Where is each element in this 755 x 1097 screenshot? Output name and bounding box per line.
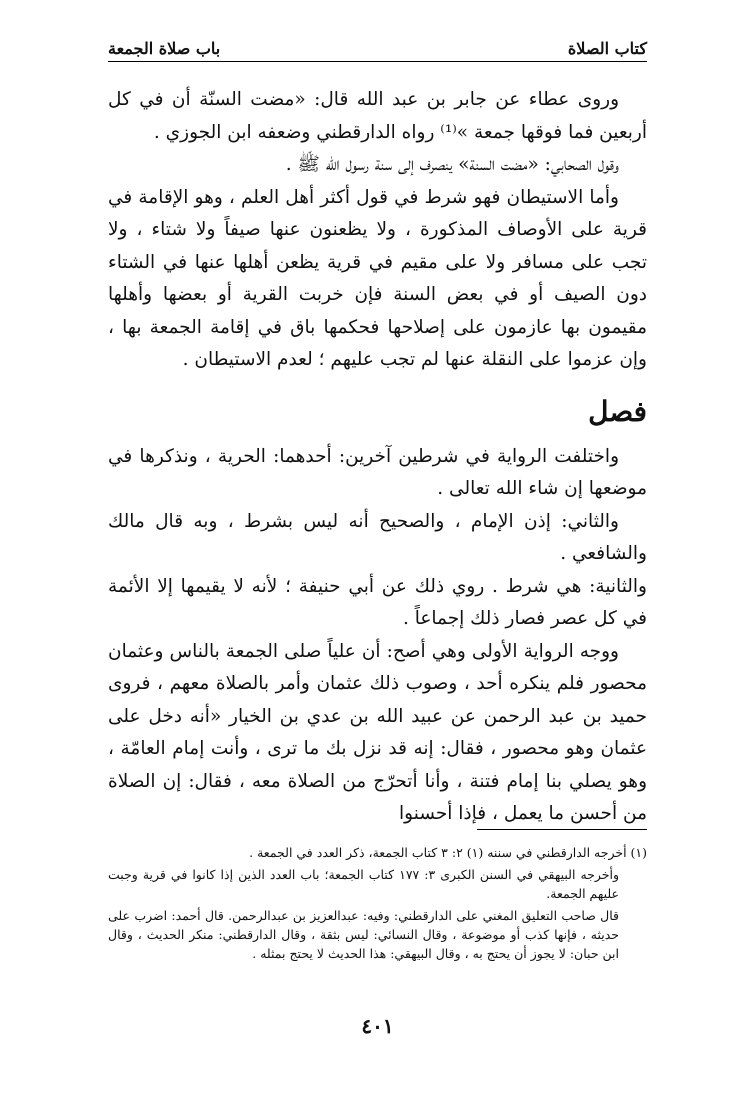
running-header	[108, 34, 647, 62]
footnote-1: (١) أخرجه الدارقطني في سننه (١) ٢: ٣ كتاب الجمعة، ذكر العدد في الجمعة .	[249, 845, 647, 860]
footnote-1-commentary: قال صاحب التعليق المغني على الدارقطني: وفيه: عبدالعزيز بن عبدالرحمن. قال أحمد: اضرب على حديثه ، فإنها كذب أو موضوعة ، وقال النسائي: ليس بثقة ، وقال الدارقطني: منكر الحديث ، وقال ابن حبان: لا يجوز أن يحتج به ، وقال البيهقي: هذا الحديث لا يحتج بمثله .	[108, 908, 619, 961]
paragraph-4: واختلفت الرواية في شرطين آخرين: أحدهما: الحرية ، ونذكرها في موضعها إن شاء الله تعالى .	[108, 445, 647, 499]
main-text	[108, 84, 647, 831]
paragraph-5: والثاني: إذن الإمام ، والصحيح أنه ليس بشرط ، وبه قال مالك والشافعي .	[108, 510, 647, 564]
page-number: ٤٠١	[361, 1014, 394, 1038]
footnote-divider	[477, 829, 647, 830]
chapter-title: باب صلاة الجمعة	[108, 39, 221, 58]
paragraph-3: وأما الاستيطان فهو شرط في قول أكثر أهل العلم ، وهو الإقامة في قرية على الأوصاف المذكورة ، ولا يظعنون عنها صيفاً ولا شتاء ، ولا تجب على مسافر ولا على مقيم في قرية يظعن أهلها عنها في الشتاء دون الصيف أو في بعض السنة فإن خربت القرية أو بعضها وأهلها مقيمون بها عازمون على إصلاحها فحكمها باق في إقامة الجمعة بها ، وإن عزموا على النقلة عنها لم تجب عليهم ؛ لعدم الاستيطان .	[108, 186, 647, 370]
book-title: كتاب الصلاة	[567, 39, 647, 58]
paragraph-7: ووجه الرواية الأولى وهي أصح: أن علياً صلى الجمعة بالناس وعثمان محصور فلم ينكره أحد ، وصوب ذلك عثمان وأمر بالصلاة معهم ، فروى حميد بن عبد الرحمن عن عبيد الله بن عدي بن الخيار «أنه دخل على عثمان وهو محصور ، فقال: إنه قد نزل بك ما ترى ، وأنت إمام العامّة ، وهو يصلي بنا إمام فتنة ، وأنا أتحرّج من الصلاة معه ، فقال: إن الصلاة من أحسن ما يعمل ، فإذا أحسنوا	[108, 640, 647, 824]
paragraph-6: والثانية: هي شرط . روي ذلك عن أبي حنيفة ؛ لأنه لا يقيمها إلا الأئمة في كل عصر فصار ذلك إجماعاً .	[108, 575, 647, 629]
paragraph-2: وقول الصحابي: «مضت السنة» ينصرف إلى سنة رسول الله ﷺ .	[285, 154, 619, 175]
footnotes	[108, 843, 647, 966]
footnote-1-continued: وأخرجه البيهقي في السنن الكبرى ٣: ١٧٧ كتاب الجمعة؛ باب العدد الذين إذا كانوا في قرية وجبت عليهم الجمعة.	[108, 867, 620, 901]
paragraph-1: وروى عطاء عن جابر بن عبد الله قال: «مضت السنّة أن في كل أربعين فما فوقها جمعة »⁽¹⁾ رواه الدارقطني وضعفه ابن الجوزي .	[108, 89, 647, 143]
section-heading: فصل	[588, 394, 647, 428]
